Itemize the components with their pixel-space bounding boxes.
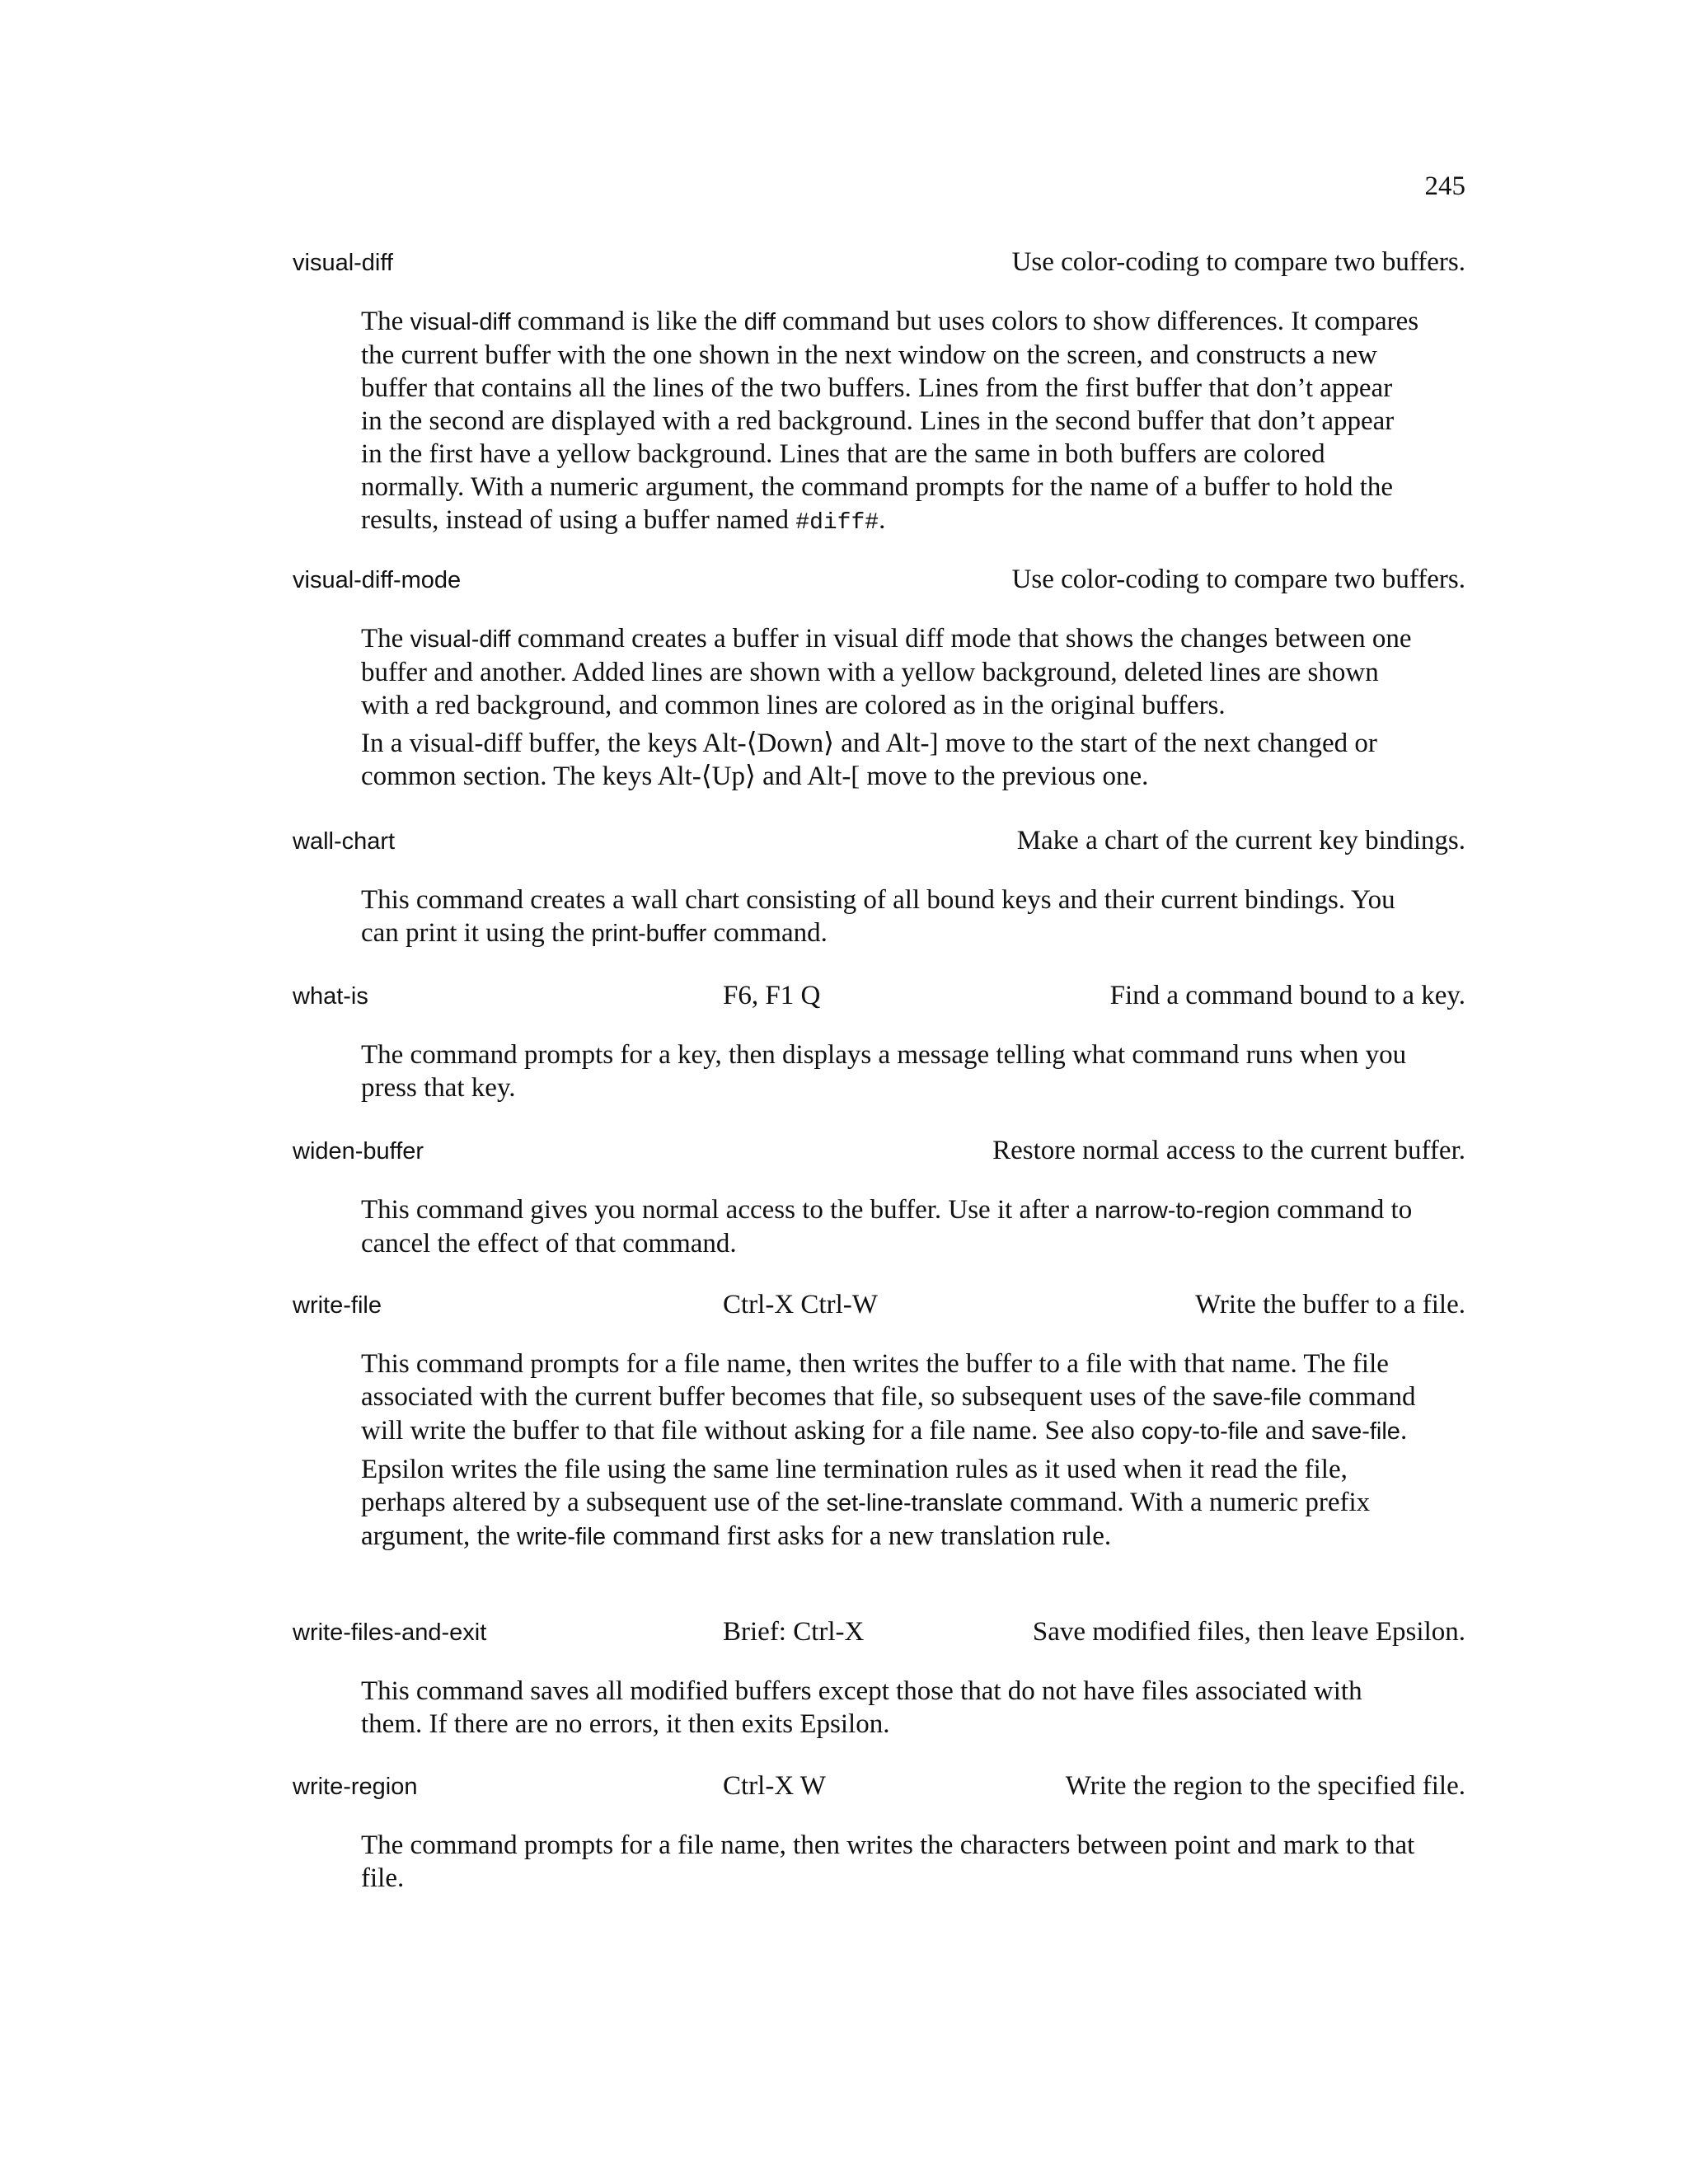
text-run: The bbox=[361, 307, 410, 336]
text-run: The command prompts for a key, then displays a message telling what command runs when you press that key. bbox=[361, 1040, 1407, 1103]
entry-description bbox=[361, 1829, 1420, 1895]
text-run: and bbox=[1258, 1416, 1311, 1446]
text-run: command will write the buffer to that file without asking for a file name. See also bbox=[361, 1382, 1416, 1446]
command-reference: narrow-to-region bbox=[1095, 1197, 1270, 1224]
entry-description bbox=[361, 305, 1420, 540]
buffer-name-code: #diff# bbox=[795, 510, 879, 536]
command-entry-visual-diff bbox=[293, 246, 1465, 545]
command-reference: save-file bbox=[1311, 1418, 1400, 1445]
command-name: visual-diff bbox=[293, 250, 393, 276]
description-paragraph bbox=[361, 622, 1420, 722]
page-number: 245 bbox=[1424, 171, 1465, 201]
command-name: write-region bbox=[293, 1774, 418, 1800]
entry-header bbox=[293, 1134, 1465, 1169]
entry-description bbox=[361, 1038, 1420, 1104]
description-paragraph bbox=[361, 883, 1420, 950]
text-run: command. With a numeric prefix argument, the bbox=[361, 1488, 1371, 1551]
command-reference: visual-diff bbox=[410, 626, 511, 653]
command-summary: Restore normal access to the current buffer. bbox=[992, 1136, 1465, 1165]
entry-description bbox=[361, 622, 1420, 793]
description-paragraph bbox=[361, 1829, 1420, 1895]
entry-description bbox=[361, 883, 1420, 950]
text-run: . bbox=[879, 505, 886, 535]
command-reference: print-buffer bbox=[591, 921, 707, 947]
command-reference: copy-to-file bbox=[1141, 1418, 1259, 1445]
command-name: wall-chart bbox=[293, 828, 396, 855]
command-name: what-is bbox=[293, 983, 368, 1010]
text-run: command is like the bbox=[510, 307, 744, 336]
description-paragraph bbox=[361, 1347, 1420, 1448]
command-summary: Use color-coding to compare two buffers. bbox=[1011, 565, 1465, 594]
text-run: command. bbox=[706, 918, 828, 948]
command-summary: Write the buffer to a file. bbox=[1195, 1290, 1465, 1319]
description-paragraph bbox=[361, 1038, 1420, 1104]
command-keys: Ctrl-X Ctrl-W bbox=[723, 1290, 878, 1319]
command-entry-write-files-and-exit bbox=[293, 1615, 1465, 1746]
command-entry-write-region bbox=[293, 1769, 1465, 1900]
text-run: In a visual-diff buffer, the keys Alt-⟨Down⟩ and Alt-] move to the start of the next changed or common section. The keys Alt-⟨Up⟩ and Alt-[ move to the previous one. bbox=[361, 729, 1377, 791]
command-entry-write-file bbox=[293, 1288, 1465, 1558]
entry-header bbox=[293, 246, 1465, 280]
text-run: Epsilon writes the file using the same line termination rules as it used when it read the file, perhaps altered by a subsequent use of the bbox=[361, 1455, 1348, 1517]
command-entry-widen-buffer bbox=[293, 1134, 1465, 1265]
entry-header bbox=[293, 979, 1465, 1014]
entry-header bbox=[293, 1288, 1465, 1323]
text-run: command but uses colors to show differences. It compares the current buffer with the one shown in the next window on the screen, and constructs a new buffer that contains all the lines of the two buffers. Lines from the first buffer that don’t appear in the second are displayed with a red background. Lines in the second buffer that don’t appear in the first have a yellow background. Lines that are the same in both buffers are colored normally. With a numeric argument, the command prompts for the name of a buffer to hold the results, instead of using a buffer named bbox=[361, 307, 1419, 535]
entry-description bbox=[361, 1193, 1420, 1260]
command-summary: Save modified files, then leave Epsilon. bbox=[1032, 1617, 1465, 1647]
text-run: This command creates a wall chart consisting of all bound keys and their current bindings. You can print it using the bbox=[361, 885, 1395, 948]
text-run: command first asks for a new translation rule. bbox=[606, 1521, 1112, 1551]
description-paragraph bbox=[361, 1675, 1420, 1741]
entry-description bbox=[361, 1675, 1420, 1741]
text-run: command to cancel the effect of that command. bbox=[361, 1195, 1413, 1258]
command-reference: write-file bbox=[517, 1524, 607, 1550]
description-paragraph bbox=[361, 1453, 1420, 1554]
command-summary: Make a chart of the current key bindings. bbox=[1016, 826, 1465, 855]
command-name: write-files-and-exit bbox=[293, 1619, 487, 1646]
command-entry-what-is bbox=[293, 979, 1465, 1109]
text-run: This command saves all modified buffers except those that do not have files associated with them. If there are no errors, it then exits Epsilon. bbox=[361, 1676, 1362, 1739]
command-name: visual-diff-mode bbox=[293, 567, 462, 593]
text-run: . bbox=[1400, 1416, 1408, 1446]
command-name: widen-buffer bbox=[293, 1138, 424, 1165]
text-run: The command prompts for a file name, then writes the characters between point and mark to that file. bbox=[361, 1830, 1415, 1893]
entry-header bbox=[293, 1615, 1465, 1650]
entry-header bbox=[293, 1769, 1465, 1804]
entry-header bbox=[293, 824, 1465, 859]
text-run: command creates a buffer in visual diff mode that shows the changes between one buffer and another. Added lines are shown with a yellow background, deleted lines are shown with a red background, and common lines are colored as in the original buffers. bbox=[361, 624, 1412, 720]
command-keys: Ctrl-X W bbox=[723, 1771, 826, 1801]
command-name: write-file bbox=[293, 1292, 382, 1319]
description-paragraph bbox=[361, 727, 1420, 793]
entry-header bbox=[293, 563, 1465, 598]
description-paragraph bbox=[361, 1193, 1420, 1260]
command-summary: Find a command bound to a key. bbox=[1109, 981, 1465, 1010]
text-run: This command prompts for a file name, then writes the buffer to a file with that name. The file associated with the current buffer becomes that file, so subsequent uses of the bbox=[361, 1349, 1389, 1412]
command-entry-visual-diff-mode bbox=[293, 563, 1465, 798]
command-summary: Write the region to the specified file. bbox=[1065, 1771, 1465, 1801]
text-run: This command gives you normal access to the buffer. Use it after a bbox=[361, 1195, 1095, 1225]
command-reference: diff bbox=[743, 309, 776, 335]
command-keys: F6, F1 Q bbox=[723, 981, 821, 1010]
command-entry-wall-chart bbox=[293, 824, 1465, 955]
description-paragraph bbox=[361, 305, 1420, 540]
text-run: The bbox=[361, 624, 410, 654]
command-keys: Brief: Ctrl-X bbox=[723, 1617, 865, 1647]
entry-description bbox=[361, 1347, 1420, 1554]
command-reference: save-file bbox=[1212, 1385, 1302, 1411]
command-reference: set-line-translate bbox=[826, 1490, 1003, 1516]
command-reference: visual-diff bbox=[410, 309, 511, 335]
command-summary: Use color-coding to compare two buffers. bbox=[1011, 247, 1465, 277]
